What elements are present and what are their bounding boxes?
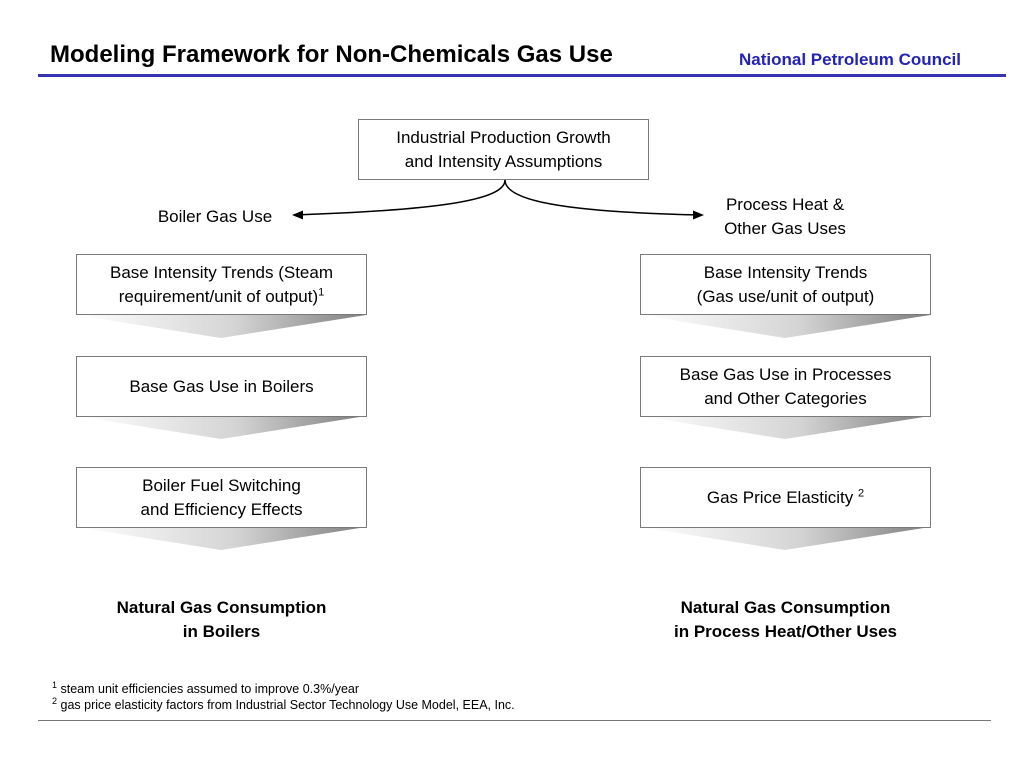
footer-divider — [38, 720, 991, 721]
footnote-2-text: gas price elasticity factors from Industrial Sector Technology Use Model, EEA, Inc. — [57, 698, 515, 712]
left-result: Natural Gas Consumption in Boilers — [116, 598, 327, 641]
left-step-2-text: Base Gas Use in Boilers — [129, 376, 314, 396]
chevron-left-3 — [76, 527, 366, 550]
arrowhead-left — [292, 211, 303, 220]
footnote-1 — [52, 681, 515, 697]
chevron-left-1 — [76, 315, 366, 338]
boiler-gas-use-label: Boiler Gas Use — [157, 207, 273, 226]
chevron-right-3 — [640, 527, 930, 550]
footnotes — [52, 681, 515, 713]
right-step-2-box — [640, 356, 931, 417]
left-step-2-box — [76, 356, 367, 417]
process-heat-label: Process Heat & Other Gas Uses — [724, 195, 846, 238]
arrow-to-process-heat — [505, 180, 701, 215]
left-step-1-text: Base Intensity Trends (Steam requirement/unit of output) — [110, 262, 333, 306]
arrow-to-boiler-gas-use — [294, 180, 505, 215]
chevron-right-2 — [640, 416, 930, 439]
top-assumptions-text: Industrial Production Growth and Intensity Assumptions — [396, 127, 611, 171]
footnote-1-marker: 1 — [52, 679, 58, 690]
right-result: Natural Gas Consumption in Process Heat/Other Uses — [674, 598, 897, 641]
page-title: Modeling Framework for Non-Chemicals Gas Use — [50, 41, 613, 68]
right-step-3-box — [640, 467, 931, 528]
left-step-1-box — [76, 254, 367, 315]
footnote-2 — [52, 697, 515, 713]
right-step-3-text: Gas Price Elasticity — [706, 487, 859, 507]
organization-name: National Petroleum Council — [739, 50, 961, 69]
footnote-2-marker: 2 — [52, 695, 58, 706]
chevron-right-1 — [640, 315, 930, 338]
right-step-3-footnote-marker: 2 — [858, 486, 865, 499]
right-step-1-text: Base Intensity Trends (Gas use/unit of output) — [696, 262, 875, 306]
right-step-2-text: Base Gas Use in Processes and Other Categories — [679, 364, 892, 408]
top-assumptions-box — [358, 119, 649, 180]
right-step-1-box — [640, 254, 931, 315]
chevron-left-2 — [76, 416, 366, 439]
left-step-3-text: Boiler Fuel Switching and Efficiency Effects — [140, 475, 303, 519]
footnote-1-text: steam unit efficiencies assumed to improve 0.3%/year — [57, 682, 360, 696]
left-step-1-footnote-marker: 1 — [318, 285, 325, 298]
left-step-3-box — [76, 467, 367, 528]
